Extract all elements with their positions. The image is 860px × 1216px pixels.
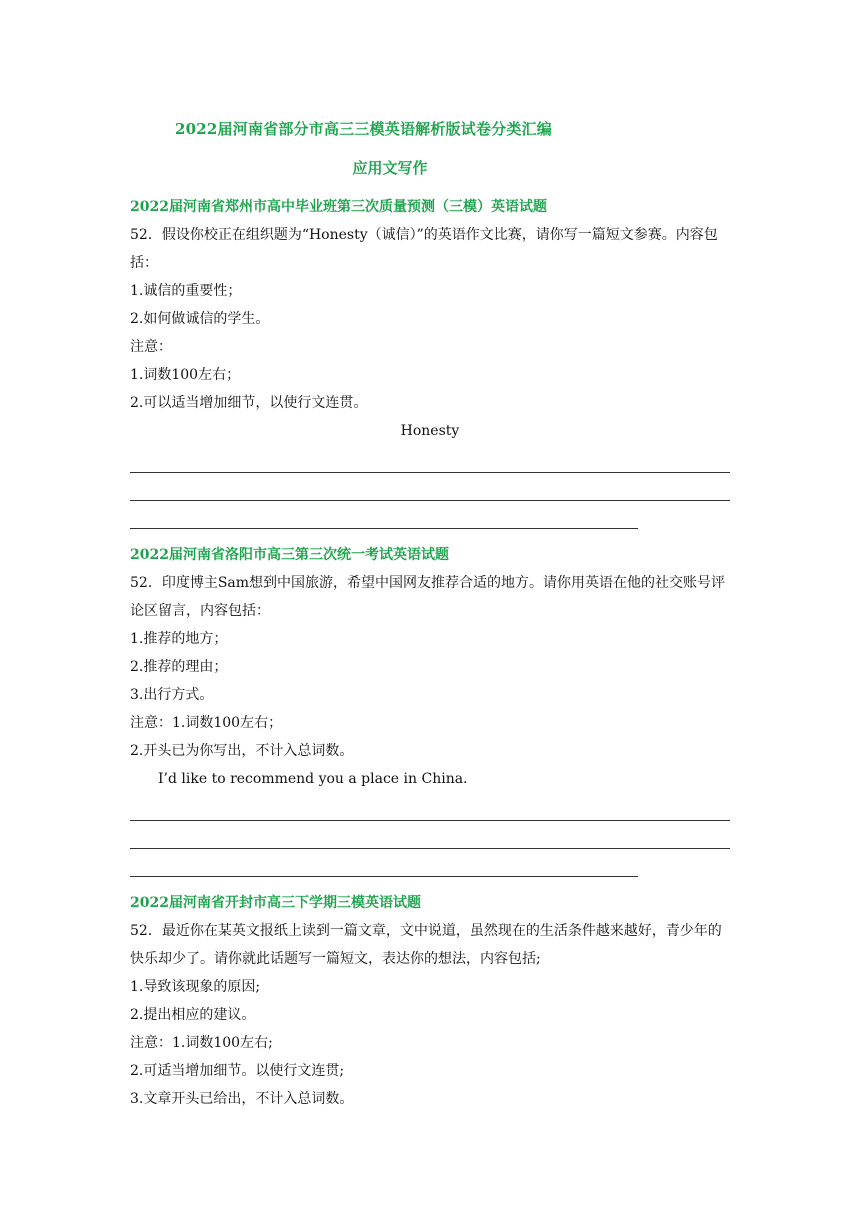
content-item: 1.诚信的重要性； <box>130 283 242 299</box>
content-item: 2.提出相应的建议。 <box>130 1007 256 1023</box>
answer-line <box>130 501 638 529</box>
document-subtitle: 应用文写作 <box>352 159 428 177</box>
content-item: 3.出行方式。 <box>130 687 214 703</box>
note-item: 3.文章开头已给出，不计入总词数。 <box>130 1091 354 1107</box>
answer-line <box>130 821 730 849</box>
content-item: 1.推荐的地方； <box>130 631 228 647</box>
section-luoyang <box>130 541 730 877</box>
essay-title: Honesty <box>400 423 460 439</box>
document-body <box>130 193 730 1113</box>
answer-line <box>130 445 730 473</box>
note-item: 注意：1.词数100左右; <box>130 1035 273 1051</box>
content-item: 2.推荐的理由； <box>130 659 228 675</box>
section-zhengzhou <box>130 193 730 529</box>
essay-starter: I’d like to recommend you a place in China. <box>158 771 468 787</box>
document-title: 2022届河南省部分市高三三模英语解析版试卷分类汇编 <box>175 120 552 138</box>
note-item: 2.可以适当增加细节，以使行文连贯。 <box>130 395 368 411</box>
section-heading: 2022届河南省郑州市高中毕业班第三次质量预测（三模）英语试题 <box>130 199 547 215</box>
section-heading: 2022届河南省洛阳市高三第三次统一考试英语试题 <box>130 547 449 563</box>
answer-line <box>130 793 730 821</box>
note-item: 2.可适当增加细节。以使行文连贯; <box>130 1063 345 1079</box>
question-prompt: 52．假设你校正在组织题为“Honesty（诚信）”的英语作文比赛，请你写一篇短文参赛。内容包括： <box>130 227 718 271</box>
section-heading: 2022届河南省开封市高三下学期三模英语试题 <box>130 895 421 911</box>
content-item: 1.导致该现象的原因; <box>130 979 261 995</box>
answer-line <box>130 473 730 501</box>
answer-line <box>130 849 638 877</box>
note-item: 1.词数100左右； <box>130 367 241 383</box>
section-kaifeng <box>130 889 730 1113</box>
question-prompt: 52．最近你在某英文报纸上读到一篇文章，文中说道，虽然现在的生活条件越来越好，青少年的快乐却少了。请你就此话题写一篇短文，表达你的想法，内容包括; <box>130 923 722 967</box>
content-item: 2.如何做诚信的学生。 <box>130 311 270 327</box>
question-prompt: 52．印度博主Sam想到中国旅游，希望中国网友推荐合适的地方。请你用英语在他的社交账号评论区留言，内容包括： <box>130 575 726 619</box>
note-label: 注意： <box>130 339 172 355</box>
note-item: 2.开头已为你写出，不计入总词数。 <box>130 743 354 759</box>
note-item: 注意：1.词数100左右； <box>130 715 283 731</box>
